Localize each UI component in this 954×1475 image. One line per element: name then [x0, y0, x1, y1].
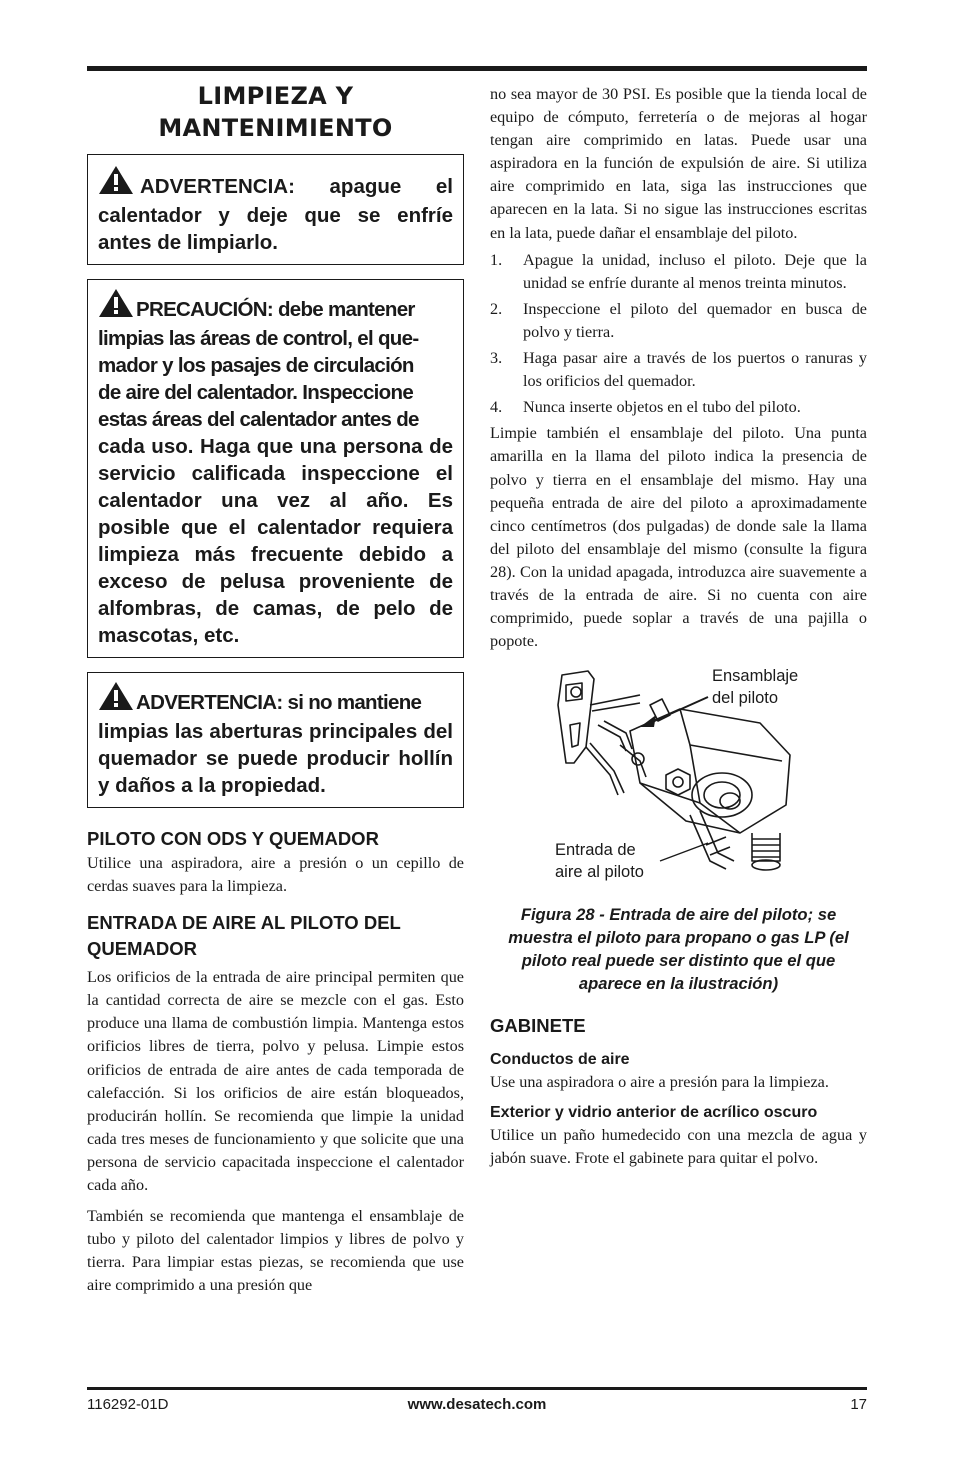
right-p-continued: no sea mayor de 30 PSI. Es posible que la tienda local de equipo de cómputo, ferretería o de mejoras al hogar tengan aire comprimido en latas. Puede usar una aspiradora en la función de expulsión de aire. Si utiliza aire comprimido en lata, siga las instrucciones que aparecen en la lata. Si no sigue las instrucciones escritas en la lata, puede dañar el ensamblaje del piloto. [490, 85, 867, 242]
step-number: 1. [490, 250, 503, 269]
website-link[interactable]: www.desatech.com [407, 1396, 547, 1413]
steps-list [490, 249, 867, 420]
warning2-first-rest: si no mantiene [287, 691, 422, 714]
warning-triangle-icon [98, 165, 134, 202]
step-number: 4. [490, 398, 503, 417]
caution-label: PRECAUCIÓN: [136, 298, 273, 321]
pilot-heading: PILOTO CON ODS Y QUEMADOR [87, 828, 379, 849]
step-number: 2. [490, 299, 503, 318]
step-text: Nunca inserte objetos en el tubo del piloto. [523, 398, 801, 417]
step-text: Apague la unidad, incluso el piloto. Deje que la unidad se enfríe durante al menos treinta minutos. [523, 250, 867, 292]
page-number: 17 [850, 1396, 867, 1413]
top-rule [87, 66, 867, 71]
section-title-line2: MANTENIMIENTO [158, 114, 393, 142]
cabinet-sub1-body: Use una aspiradora o aire a presión para la limpieza. [490, 1073, 829, 1092]
label-pilot-assembly-line1: Ensamblaje [712, 667, 799, 686]
caution-line-2: mador y los pasajes de circulación [98, 354, 414, 377]
pilot-assembly-illustration [490, 665, 867, 897]
label-air-inlet-line2: aire al piloto [555, 863, 644, 882]
step-text: Inspeccione el piloto del quemador en busca de polvo y tierra. [523, 299, 867, 341]
list-item [490, 249, 867, 295]
label-pilot-assembly [712, 665, 798, 709]
footer-rule [87, 1387, 867, 1390]
section-title [87, 80, 464, 144]
step-text: Haga pasar aire a través de los puertos o ranuras y los orificios del quemador. [523, 349, 867, 391]
caution-line-0: debe mantener [277, 298, 415, 321]
figure-caption: Figura 28 - Entrada de aire del piloto; se muestra el piloto para propano o gas LP (el piloto real puede ser distinto que el que aparece en la ilustración) [508, 905, 849, 994]
air-inlet-p2: También se recomienda que mantenga el ensamblaje de tubo y piloto del calentador limpios y libres de polvo y tierra. Para limpiar estas piezas, se recomienda que use aire comprimido a una presión que [87, 1207, 464, 1295]
cabinet-sub1: Conductos de aire [490, 1051, 630, 1069]
warning1-label: ADVERTENCIA: [140, 175, 295, 198]
caution-text-rest: cada uso. Haga que una persona de servicio calificada inspeccione el calentador una vez al año. Es posible que el calentador requiera limpieza más frecuente debido a exceso de pelusa proveniente de alfombras, de camas, de pelo de mascotas, etc. [98, 435, 453, 647]
warning-box-1 [87, 154, 464, 265]
warning2-text: limpias las aberturas principales del quemador se puede producir hollín y daños a la propiedad. [98, 720, 453, 797]
warning-triangle-icon [98, 681, 134, 718]
cabinet-heading: GABINETE [490, 1015, 586, 1037]
caution-line-4: estas áreas del calentador antes de [98, 408, 419, 431]
warning-box-2 [87, 672, 464, 808]
label-air-inlet-line1: Entrada de [555, 841, 636, 860]
cabinet-sub2: Exterior y vidrio anterior de acrílico oscuro [490, 1104, 818, 1122]
right-column [490, 83, 867, 1171]
warning2-label: ADVERTENCIA: [136, 691, 283, 714]
section-title-line1: LIMPIEZA Y [197, 82, 354, 110]
figure-28 [490, 665, 867, 897]
air-inlet-p1: Los orificios de la entrada de aire principal permiten que la cantidad correcta de aire se mezcle con el gas. Esto produce una llama de combustión limpia. Mantenga estos orificios libres de tierra, polvo y pelusa. Limpie estos orificios de entrada de aire antes de cada temporada de calefacción. Si los orificios de aire están bloqueados, producirán hollín. Se recomienda que limpie la unidad cada tres meses de funcionamiento y que solicite que una persona de servicio capacitada inspeccione el calentador cada año. [87, 968, 464, 1195]
label-air-inlet [555, 839, 644, 883]
doc-number: 116292-01D [87, 1396, 169, 1413]
left-column [87, 80, 464, 1298]
caution-line-1: limpias las áreas de control, el que- [98, 327, 419, 350]
pilot-body: Utilice una aspiradora, aire a presión o un cepillo de cerdas suaves para la limpieza. [87, 854, 464, 896]
list-item [490, 298, 867, 344]
list-item [490, 396, 867, 419]
warning-triangle-icon [98, 288, 134, 325]
step-number: 3. [490, 349, 503, 368]
right-p-pilot: Limpie también el ensamblaje del piloto. Una punta amarilla en la llama del piloto indica la presencia de polvo y tierra en el ensamblaje del mismo. Hay una pequeña entrada de aire del piloto a aproximadamente cinco centímetros (dos pulgadas) de donde sale la llama del piloto del ensamblaje del mismo (consulte la figura 28). Con la unidad apagada, introduzca aire suavemente a través de la entrada de aire. Si no cuenta con aire comprimido, puede soplar a través de una pajilla o popote. [490, 424, 867, 651]
warning1-text: apague el calentador y deje que se enfríe antes de limpiarlo. [98, 175, 454, 254]
cabinet-sub2-body: Utilice un paño humedecido con una mezcla de agua y jabón suave. Frote el gabinete para quitar el polvo. [490, 1126, 867, 1168]
air-inlet-heading: ENTRADA DE AIRE AL PILOTO DEL QUEMADOR [87, 912, 401, 960]
label-pilot-assembly-line2: del piloto [712, 689, 779, 708]
list-item [490, 347, 867, 393]
caution-line-3: de aire del calentador. Inspeccione [98, 381, 414, 404]
caution-box [87, 279, 464, 658]
